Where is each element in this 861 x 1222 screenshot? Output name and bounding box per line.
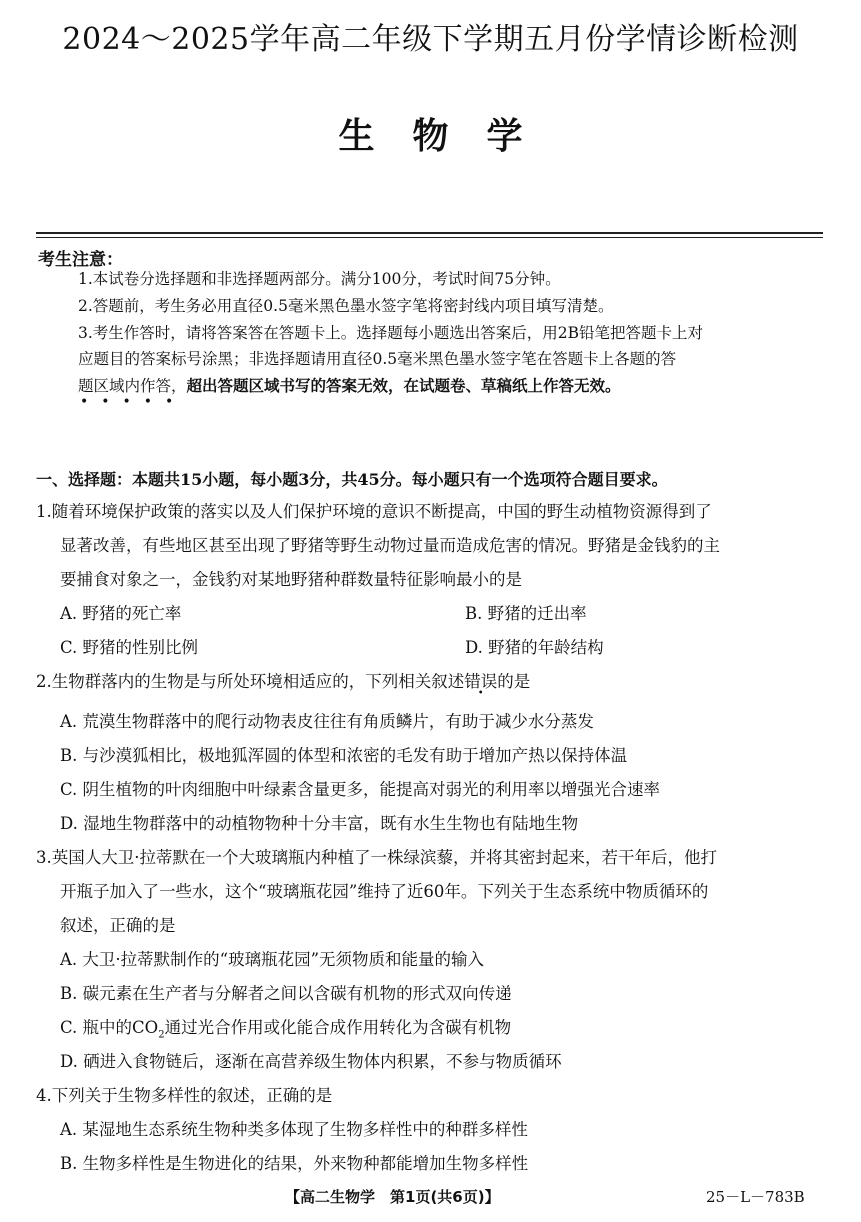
notice-item-3-bold: 超出答题区域书写的答案无效，在试题卷、草稿纸上作答无效。: [186, 377, 621, 395]
q3-option-c-subscript: 2: [158, 1029, 165, 1041]
q1-stem-line-3: 要捕食对象之一，金钱豹对某地野猪种群数量特征影响最小的是: [60, 570, 522, 589]
footer-page-info: 【高二生物学 第1页(共6页)】: [285, 1188, 500, 1206]
q2-option-a: A. 荒漠生物群落中的爬行动物表皮往往有角质鳞片，有助于减少水分蒸发: [60, 712, 594, 731]
q3-option-a: A. 大卫·拉蒂默制作的“玻璃瓶花园”无须物质和能量的输入: [60, 950, 485, 969]
q3-stem-line-3: 叙述，正确的是: [60, 916, 176, 935]
section-1-heading: 一、选择题：本题共15小题，每小题3分，共45分。每小题只有一个选项符合题目要求。: [36, 470, 668, 489]
q3-stem-line-1: 3.英国人大卫·拉蒂默在一个大玻璃瓶内种植了一株绿滨藜，并将其密封起来，若干年后，他打: [36, 848, 717, 867]
q4-option-b: B. 生物多样性是生物进化的结果，外来物种都能增加生物多样性: [60, 1154, 529, 1173]
notice-item-1: 1.本试卷分选择题和非选择题两部分。满分100分，考试时间75分钟。: [78, 270, 561, 288]
q1-option-c: C. 野猪的性别比例: [60, 638, 199, 657]
q2-stem-after: 的是: [497, 672, 531, 691]
q1-stem-line-1: 1.随着环境保护政策的落实以及人们保护环境的意识不断提高，中国的野生动植物资源得到了: [36, 502, 712, 521]
q4-option-a: A. 某湿地生态系统生物种类多体现了生物多样性中的种群多样性: [60, 1120, 528, 1139]
q2-stem: [36, 668, 530, 692]
q2-option-d: D. 湿地生物群落中的动植物物种十分丰富，既有水生生物也有陆地生物: [60, 814, 579, 833]
q3-option-d: D. 硒进入食物链后，逐渐在高营养级生物体内积累，不参与物质循环: [60, 1052, 562, 1071]
header-divider: [36, 232, 823, 238]
q1-stem-line-2: 显著改善，有些地区甚至出现了野猪等野生动物过量而造成危害的情况。野猪是金钱豹的主: [60, 536, 720, 555]
q3-option-c-after: 通过光合作用或化能合成作用转化为含碳有机物: [164, 1018, 512, 1037]
q3-option-c: [60, 1014, 511, 1040]
q2-option-b: B. 与沙漠狐相比，极地狐浑圆的体型和浓密的毛发有助于增加产热以保持体温: [60, 746, 628, 765]
notice-item-3-plain: 题区域内作答，: [78, 377, 187, 395]
q3-option-c-before: C. 瓶中的CO: [60, 1018, 159, 1037]
q3-stem-line-2: 开瓶子加入了一些水，这个“玻璃瓶花园”维持了近60年。下列关于生态系统中物质循环的: [60, 882, 709, 901]
exam-title: 2024～2025学年高二年级下学期五月份学情诊断检测: [62, 22, 799, 57]
q1-option-b: B. 野猪的迁出率: [465, 604, 587, 623]
q1-option-a: A. 野猪的死亡率: [60, 604, 182, 623]
notice-item-3-line-3: [78, 374, 621, 396]
emphasis-dots: •••••: [80, 394, 187, 410]
notice-item-2: 2.答题前，考生务必用直径0.5毫米黑色墨水签字笔将密封线内项目填写清楚。: [78, 297, 614, 315]
q3-option-b: B. 碳元素在生产者与分解者之间以含碳有机物的形式双向传递: [60, 984, 512, 1003]
notice-heading: 考生注意：: [38, 250, 123, 270]
q2-option-c: C. 阴生植物的叶肉细胞中叶绿素含量更多，能提高对弱光的利用率以增强光合速率: [60, 780, 661, 799]
q1-option-d: D. 野猪的年龄结构: [465, 638, 604, 657]
q2-stem-emphasis: 错误: [464, 672, 498, 691]
notice-item-3-line-1: 3.考生作答时，请将答案答在答题卡上。选择题每小题选出答案后，用2B铅笔把答题卡上对: [78, 324, 704, 342]
notice-item-3-line-2: 应题目的答案标号涂黑；非选择题请用直径0.5毫米黑色墨水签字笔在答题卡上各题的答: [78, 350, 677, 368]
footer-code: 25－L－783B: [706, 1188, 805, 1206]
q4-stem: 4.下列关于生物多样性的叙述，正确的是: [36, 1086, 333, 1105]
subject-title: 生物学: [338, 116, 561, 157]
q2-stem-before: 2.生物群落内的生物是与所处环境相适应的，下列相关叙述: [36, 672, 465, 691]
